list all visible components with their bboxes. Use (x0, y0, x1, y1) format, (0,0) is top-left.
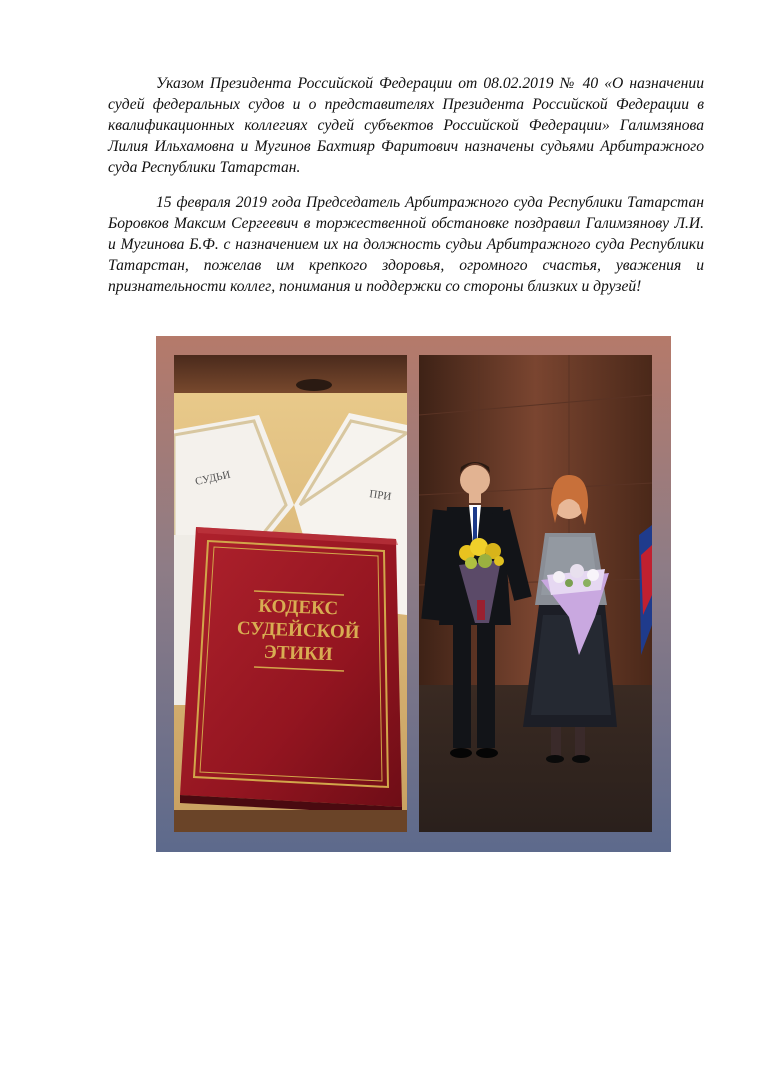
book-title-line-1: КОДЕКС (257, 595, 339, 620)
paper-left-text: СУДЬИ (194, 468, 232, 488)
paper-right-text: ПРИ (368, 488, 393, 504)
book-title-line-2: СУДЕЙСКОЙ (236, 617, 360, 644)
book-title-line-3: ЭТИКИ (263, 641, 333, 666)
judges-photo-illustration (419, 355, 652, 832)
paragraph-congratulation: 15 февраля 2019 года Председатель Арбитражного суда Республики Татарстан Боровков Максим Сергеевич в торжественной обстановке поздравил Галимзянову Л.И. и Мугинова Б.Ф. с назначением их на должность судьи Арбитражного суда Республики Татарстан, пожелав им крепкого здоровья, огромного счастья, уважения и признательности коллег, понимания и поддержки со стороны близких и друзей! (108, 194, 704, 295)
photo-code-of-ethics-book (174, 355, 407, 832)
book-photo-illustration (174, 355, 407, 832)
photo-appointed-judges (419, 355, 652, 832)
paragraph-decree: Указом Президента Российской Федерации от 08.02.2019 № 40 «О назначении судей федеральных судов и о представителях Президента Российской Федерации в квалификационных коллегиях судей субъектов Российской Федерации» Галимзянова Лилия Ильхамовна и Мугинов Бахтияр Фаритович назначены судьями Арбитражного суда Республики Татарстан. (108, 75, 704, 176)
